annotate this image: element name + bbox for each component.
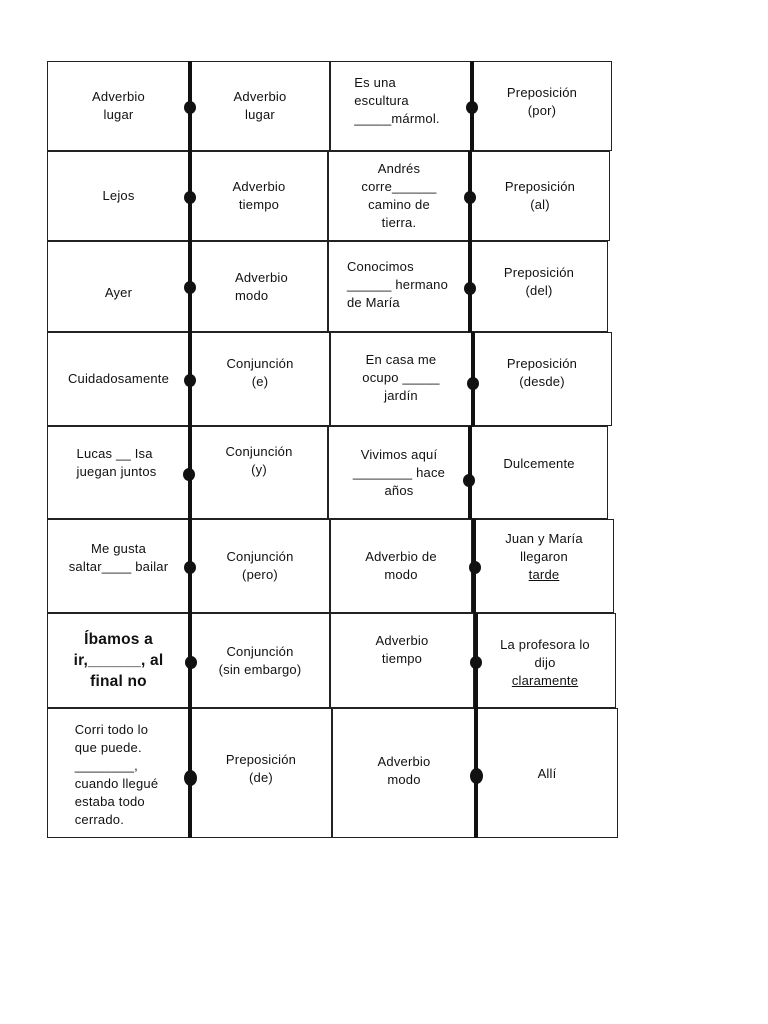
card-row-3	[0, 241, 768, 332]
cell-4-4: Preposición (desde)	[472, 332, 612, 426]
cell-4-2: Conjunción (e)	[190, 332, 330, 426]
domino-dot-right	[469, 561, 481, 574]
cell-3-2: Adverbio modo	[190, 241, 328, 332]
cell-4-3: En casa me ocupo _____ jardín	[330, 332, 472, 426]
underlined-word: claramente	[511, 673, 579, 688]
domino-dot-left	[184, 281, 196, 294]
domino-dot-right	[463, 474, 475, 487]
underlined-word: tarde	[528, 567, 560, 582]
domino-divider-right	[468, 426, 472, 519]
cell-7-1: Íbamos a ir,______, al final no	[47, 613, 190, 708]
cell-3-1: Ayer	[47, 241, 190, 332]
cell-1-1: Adverbio lugar	[47, 61, 190, 151]
cell-5-2: Conjunción (y)	[190, 426, 328, 519]
cell-4-1: Cuidadosamente	[47, 332, 190, 426]
domino-dot-right	[467, 377, 479, 390]
domino-dot-right	[464, 282, 476, 295]
cell-1-4: Preposición (por)	[472, 61, 612, 151]
card-row-7	[0, 613, 768, 708]
cell-6-2: Conjunción (pero)	[190, 519, 330, 613]
cell-7-3: Adverbio tiempo	[330, 613, 474, 708]
domino-dot-left	[184, 191, 196, 204]
domino-dot-left	[184, 374, 196, 387]
cell-6-3: Adverbio de modo	[330, 519, 472, 613]
domino-dot-left	[184, 561, 196, 574]
domino-dot-right	[470, 768, 483, 784]
card-row-8	[0, 708, 768, 838]
cell-8-4: Allí	[476, 708, 618, 838]
cell-8-1: Corri todo lo que puede. ________, cuando llegué estaba todo cerrado.	[47, 708, 190, 838]
domino-dot-left	[185, 656, 197, 669]
domino-dot-left	[183, 468, 195, 481]
card-row-4	[0, 332, 768, 426]
cell-1-3: Es una escultura _____mármol.	[330, 61, 472, 151]
cell-2-2: Adverbio tiempo	[190, 151, 328, 241]
domino-dot-right	[464, 191, 476, 204]
card-row-6	[0, 519, 768, 613]
domino-dot-left	[184, 770, 197, 786]
domino-dot-right	[470, 656, 482, 669]
cell-3-3: Conocimos ______ hermano de María	[328, 241, 470, 332]
card-row-1	[0, 61, 768, 151]
card-row-2	[0, 151, 768, 241]
cell-1-2: Adverbio lugar	[190, 61, 330, 151]
cell-5-1: Lucas __ Isa juegan juntos	[47, 426, 190, 519]
cell-8-2: Preposición (de)	[190, 708, 332, 838]
cell-6-1: Me gusta saltar____ bailar	[47, 519, 190, 613]
cell-5-4: Dulcemente	[470, 426, 608, 519]
cell-2-3: Andrés corre______ camino de tierra.	[328, 151, 470, 241]
cell-7-2: Conjunción (sin embargo)	[190, 613, 330, 708]
cell-3-4: Preposición (del)	[470, 241, 608, 332]
domino-dot-right	[466, 101, 478, 114]
domino-dot-left	[184, 101, 196, 114]
cell-7-4: La profesora lo dijo claramente	[474, 613, 616, 708]
cell-2-1: Lejos	[47, 151, 190, 241]
cell-5-3: Vivimos aquí ________ hace años	[328, 426, 470, 519]
card-row-5	[0, 426, 768, 519]
cell-2-4: Preposición (al)	[470, 151, 610, 241]
cell-6-4: Juan y María llegaron tarde	[474, 519, 614, 613]
cell-8-3: Adverbio modo	[332, 708, 476, 838]
